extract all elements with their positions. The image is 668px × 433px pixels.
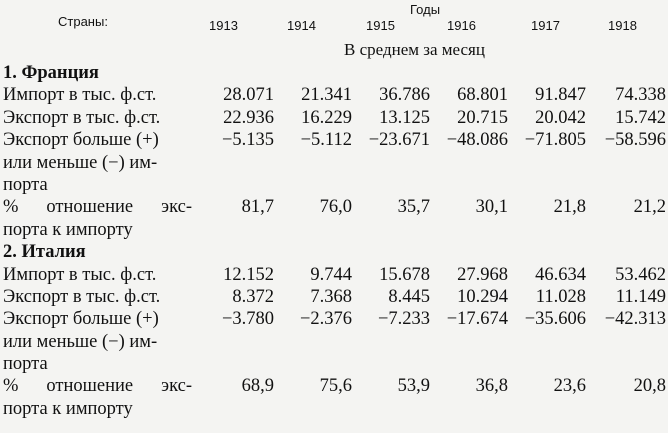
table-cell: 27.968 bbox=[457, 264, 508, 285]
row-label-ratio-cont: порта к импорту bbox=[3, 219, 133, 240]
row-label-ratio bbox=[0, 196, 198, 218]
table-cell: 36,8 bbox=[475, 376, 508, 397]
countries-header: Страны: bbox=[58, 14, 108, 29]
table-cell: 22.936 bbox=[223, 107, 274, 128]
year-1913: 1913 bbox=[209, 18, 238, 33]
table-cell: −5.135 bbox=[221, 130, 274, 151]
ratio-label-word: отношение bbox=[46, 376, 134, 397]
table-cell: −2.376 bbox=[299, 309, 352, 330]
row-label-import: Импорт в тыс. ф.ст. bbox=[3, 264, 157, 285]
ratio-label-word: % bbox=[3, 376, 19, 397]
table-cell: 46.634 bbox=[535, 264, 586, 285]
table-cell: 15.678 bbox=[379, 264, 430, 285]
table-cell: 12.152 bbox=[223, 264, 274, 285]
table-cell: −71.805 bbox=[524, 130, 586, 151]
table-cell: 8.445 bbox=[388, 286, 430, 307]
table-cell: 8.372 bbox=[232, 286, 274, 307]
table-cell: 21.341 bbox=[301, 85, 352, 106]
table-cell: 30,1 bbox=[475, 197, 508, 218]
year-1914: 1914 bbox=[287, 18, 316, 33]
table-cell: 16.229 bbox=[301, 107, 352, 128]
table-cell: 21,2 bbox=[633, 197, 666, 218]
year-1917: 1917 bbox=[531, 18, 560, 33]
table-cell: −3.780 bbox=[221, 309, 274, 330]
table-cell: 53.462 bbox=[615, 264, 666, 285]
table-cell: 23,6 bbox=[553, 376, 586, 397]
section-title-france: 1. Франция bbox=[3, 63, 99, 83]
row-label-export: Экспорт в тыс. ф.ст. bbox=[3, 286, 161, 307]
table-cell: 21,8 bbox=[553, 197, 586, 218]
row-label-export: Экспорт в тыс. ф.ст. bbox=[3, 107, 161, 128]
table-cell: −7.233 bbox=[377, 309, 430, 330]
table-cell: 28.071 bbox=[223, 85, 274, 106]
table-cell: 36.786 bbox=[379, 85, 430, 106]
table-subtitle: В среднем за месяц bbox=[344, 40, 485, 59]
table-cell: 68.801 bbox=[457, 85, 508, 106]
table-cell: 9.744 bbox=[310, 264, 352, 285]
table-cell: 10.294 bbox=[457, 286, 508, 307]
table-cell: 68,9 bbox=[241, 376, 274, 397]
table-cell: −5.112 bbox=[300, 130, 352, 151]
year-1916: 1916 bbox=[447, 18, 476, 33]
row-label-balance-cont: или меньше (−) им- bbox=[3, 331, 158, 352]
section-title-italy: 2. Италия bbox=[3, 242, 86, 263]
table-cell: 91.847 bbox=[535, 85, 586, 106]
table-cell: −23.671 bbox=[368, 130, 430, 151]
table-cell: 81,7 bbox=[241, 197, 274, 218]
table-cell: 75,6 bbox=[319, 376, 352, 397]
table-cell: 53,9 bbox=[397, 376, 430, 397]
trade-table bbox=[0, 62, 668, 420]
table-cell: −35.606 bbox=[524, 309, 586, 330]
table-cell: 13.125 bbox=[379, 107, 430, 128]
row-label-balance-cont: порта bbox=[3, 354, 48, 375]
year-1918: 1918 bbox=[608, 18, 637, 33]
table-cell: 20.715 bbox=[457, 107, 508, 128]
ratio-label-word: отношение bbox=[46, 197, 134, 218]
row-label-balance-cont: или меньше (−) им- bbox=[3, 152, 158, 173]
year-1915: 1915 bbox=[366, 18, 395, 33]
ratio-label-word: экс- bbox=[161, 197, 192, 218]
table-cell: 76,0 bbox=[319, 197, 352, 218]
row-label-balance: Экспорт больше (+) bbox=[3, 309, 159, 330]
row-label-import: Импорт в тыс. ф.ст. bbox=[3, 85, 157, 106]
table-cell: −17.674 bbox=[446, 309, 508, 330]
table-cell: 20.042 bbox=[535, 107, 586, 128]
table-cell: 35,7 bbox=[397, 197, 430, 218]
table-cell: −42.313 bbox=[604, 309, 666, 330]
table-cell: −48.086 bbox=[446, 130, 508, 151]
ratio-label-word: экс- bbox=[161, 376, 192, 397]
table-cell: 11.028 bbox=[535, 286, 586, 307]
table-cell: 11.149 bbox=[615, 286, 666, 307]
table-cell: −58.596 bbox=[604, 130, 666, 151]
years-header: Годы bbox=[410, 2, 441, 17]
table-cell: 15.742 bbox=[615, 107, 666, 128]
row-label-balance: Экспорт больше (+) bbox=[3, 130, 159, 151]
table-cell: 20,8 bbox=[633, 376, 666, 397]
row-label-ratio-cont: порта к импорту bbox=[3, 398, 133, 419]
row-label-balance-cont: порта bbox=[3, 174, 48, 195]
table-cell: 74.338 bbox=[615, 85, 666, 106]
row-label-ratio bbox=[0, 375, 198, 397]
ratio-label-word: % bbox=[3, 197, 19, 218]
table-cell: 7.368 bbox=[310, 286, 352, 307]
